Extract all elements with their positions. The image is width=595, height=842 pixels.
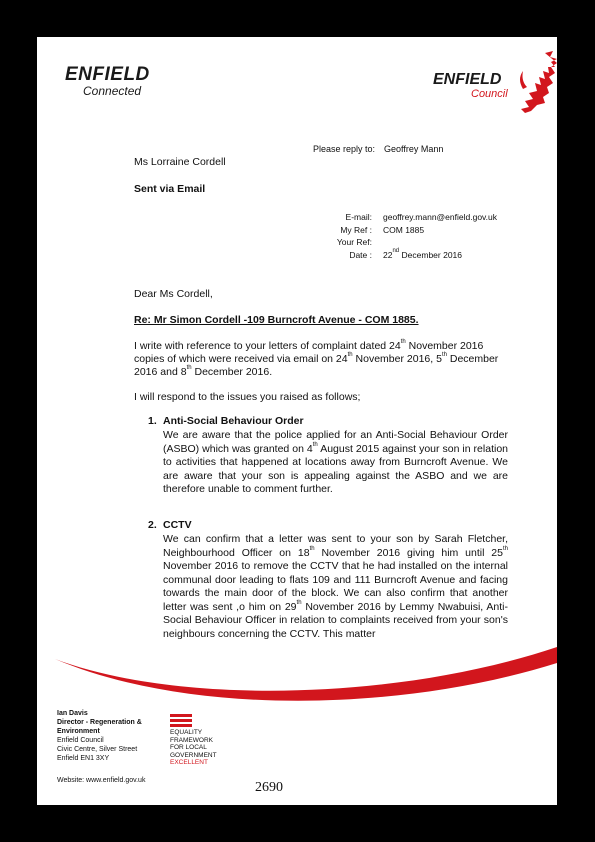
- footer-address1: Civic Centre, Silver Street: [57, 746, 138, 753]
- logo-right-name: ENFIELD: [433, 71, 502, 88]
- footer-title-line2: Environment: [57, 728, 100, 735]
- email-label: E-mail:: [345, 212, 372, 222]
- item-1-number: 1.: [148, 415, 157, 427]
- logo-left-name: ENFIELD: [65, 64, 150, 85]
- logo-left-tagline: Connected: [83, 84, 142, 98]
- equality-framework-icon: [170, 714, 192, 727]
- footer-website: Website: www.enfield.gov.uk: [57, 777, 146, 784]
- my-ref-value: COM 1885: [383, 224, 425, 235]
- item-1-body: We are aware that the police applied for an Anti-Social Behaviour Order (ASBO) which was granted on 4th August 2015 against your son in relation to activities that happened at locations away from Burncroft Avenue. We are aware that your son is appealing against the ASBO and we are therefore unable to comment further.: [163, 429, 508, 495]
- date-label: Date :: [349, 249, 372, 260]
- equality-framework-text: EQUALITY FRAMEWORK FOR LOCAL GOVERNMENT EXCELLENT: [170, 729, 217, 766]
- footer-address2: Enfield EN1 3XY: [57, 755, 110, 762]
- reply-to-name: Geoffrey Mann: [384, 144, 444, 154]
- item-1-title: Anti-Social Behaviour Order: [163, 415, 304, 427]
- footer-org: Enfield Council: [57, 737, 104, 744]
- sent-via-email: Sent via Email: [134, 183, 206, 195]
- red-swoosh-decoration: [37, 627, 557, 717]
- intro-paragraph: I write with reference to your letters of complaint dated 24th November 2016 copies of which were received via email on 24th November 2016, 5th December 2016 and 8th December 2016.: [134, 339, 499, 378]
- your-ref-value: [383, 236, 497, 249]
- response-intro: I will respond to the issues you raised as follows;: [134, 391, 361, 403]
- footer-name: Ian Davis: [57, 710, 88, 717]
- date-value: 22nd December 2016: [383, 247, 462, 260]
- enfield-connected-logo: [65, 65, 150, 98]
- letter-page: [37, 37, 557, 805]
- letter-meta-values: [383, 211, 497, 261]
- item-2-number: 2.: [148, 519, 157, 531]
- subject-line: Re: Mr Simon Cordell -109 Burncroft Avenue - COM 1885.: [134, 314, 419, 326]
- footer-title-line1: Director - Regeneration &: [57, 719, 142, 726]
- lion-crest-icon: [515, 49, 557, 115]
- recipient-name: Ms Lorraine Cordell: [134, 156, 226, 168]
- email-value: geoffrey.mann@enfield.gov.uk: [383, 212, 498, 222]
- item-2-title: CCTV: [163, 519, 192, 531]
- page-number: 2690: [255, 780, 283, 795]
- logo-right-tagline: Council: [471, 88, 508, 100]
- enfield-council-logo: [433, 71, 508, 100]
- letter-meta-labels: [292, 211, 372, 261]
- your-ref-label: Your Ref:: [336, 237, 372, 247]
- my-ref-label: My Ref :: [340, 224, 372, 235]
- reply-to-label: Please reply to:: [313, 144, 376, 154]
- footer-contact: [57, 709, 142, 763]
- greeting: Dear Ms Cordell,: [134, 288, 213, 300]
- item-2-body: We can confirm that a letter was sent to your son by Sarah Fletcher, Neighbourhood Officer on 18th November 2016 giving him until 25th November 2016 to remove the CCTV that he had installed on the internal communal door leading to flats 109 and 111 Burncroft Avenue and facing towards the main door of the block. We can also confirm that another letter was sent ,o him on 29th November 2016 by Lemmy Nwabuisi, Anti-Social Behaviour Officer in relation to complaints received from your son's neighbours concerning the CCTV. This matter: [163, 533, 508, 640]
